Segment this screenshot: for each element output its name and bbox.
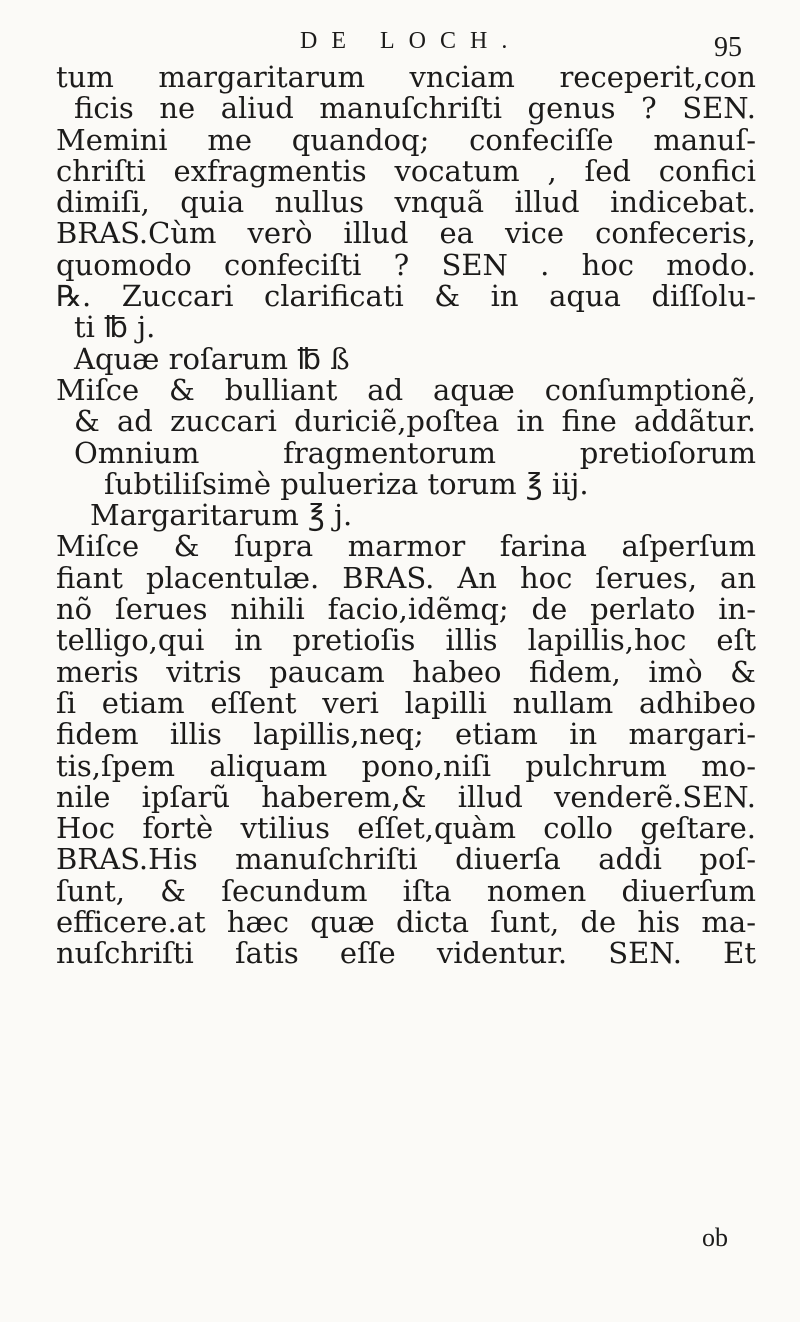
text-line: chriſti exfragmentis vocatum , ſed confici (56, 153, 756, 188)
text-line: Aquæ roſarum ℔ ß (74, 341, 350, 376)
text-line: ſubtiliſsimè pulueriza torum ℥ iij. (104, 466, 589, 501)
page-number: 95 (714, 32, 742, 63)
text-line: Miſce & ſupra marmor farina aſperſum (56, 529, 756, 564)
text-line: BRAS.His manuſchriſti diuerſa addi poſ- (56, 842, 756, 877)
text-line: & ad zuccari duriciẽ,poſtea in fine addãtur. (74, 404, 756, 439)
text-line: nile ipſarũ haberem,& illud venderẽ.SEN. (56, 779, 756, 814)
text-line: dimiſi, quia nullus vnquã illud indicebat. (56, 185, 756, 220)
text-line: nuſchriſti ſatis eſſe videntur. SEN. Et (56, 936, 756, 971)
text-line: ti ℔ j. (74, 310, 156, 345)
text-line: fidem illis lapillis,neq; etiam in margari- (56, 717, 756, 752)
text-line: Memini me quandoq; confeciſſe manuſ- (56, 122, 756, 157)
text-line: nõ ſerues nihili facio,idẽmq; de perlato in- (56, 592, 756, 627)
text-line: meris vitris paucam habeo fidem, imò & (56, 654, 756, 689)
text-line: BRAS.Cùm verò illud ea vice confeceris, (56, 216, 756, 251)
text-line: efficere.at hæc quæ dicta ſunt, de his ma- (56, 905, 756, 940)
text-line: fiant placentulæ. BRAS. An hoc ſerues, an (56, 560, 756, 595)
running-head (0, 22, 800, 62)
running-title: DE LOCH. (300, 28, 522, 54)
text-line: ℞. Zuccari clarificati & in aqua diſſolu- (56, 279, 756, 314)
text-line: tis,ſpem aliquam pono,niſi pulchrum mo- (56, 748, 756, 783)
text-line: Hoc fortè vtilius eſſet,quàm collo geſtare. (56, 811, 756, 846)
text-line: Margaritarum ℥ j. (90, 498, 353, 533)
text-line: ſi etiam eſſent veri lapilli nullam adhibeo (56, 685, 756, 720)
text-line: ſunt, & ſecundum iſta nomen diuerſum (56, 873, 756, 908)
text-line: Omnium fragmentorum pretioſorum (74, 435, 756, 470)
text-line: quomodo confeciſti ? SEN . hoc modo. (56, 247, 756, 282)
text-line: tum margaritarum vnciam receperit,con (56, 60, 756, 94)
catchword: ob (702, 1223, 728, 1252)
text-line: ficis ne aliud manuſchriſti genus ? SEN. (74, 91, 756, 126)
text-line: Miſce & bulliant ad aquæ conſumptionẽ, (56, 372, 756, 407)
text-line: telligo,qui in pretioſis illis lapillis,hoc eſt (56, 623, 756, 658)
body-text (56, 62, 756, 970)
